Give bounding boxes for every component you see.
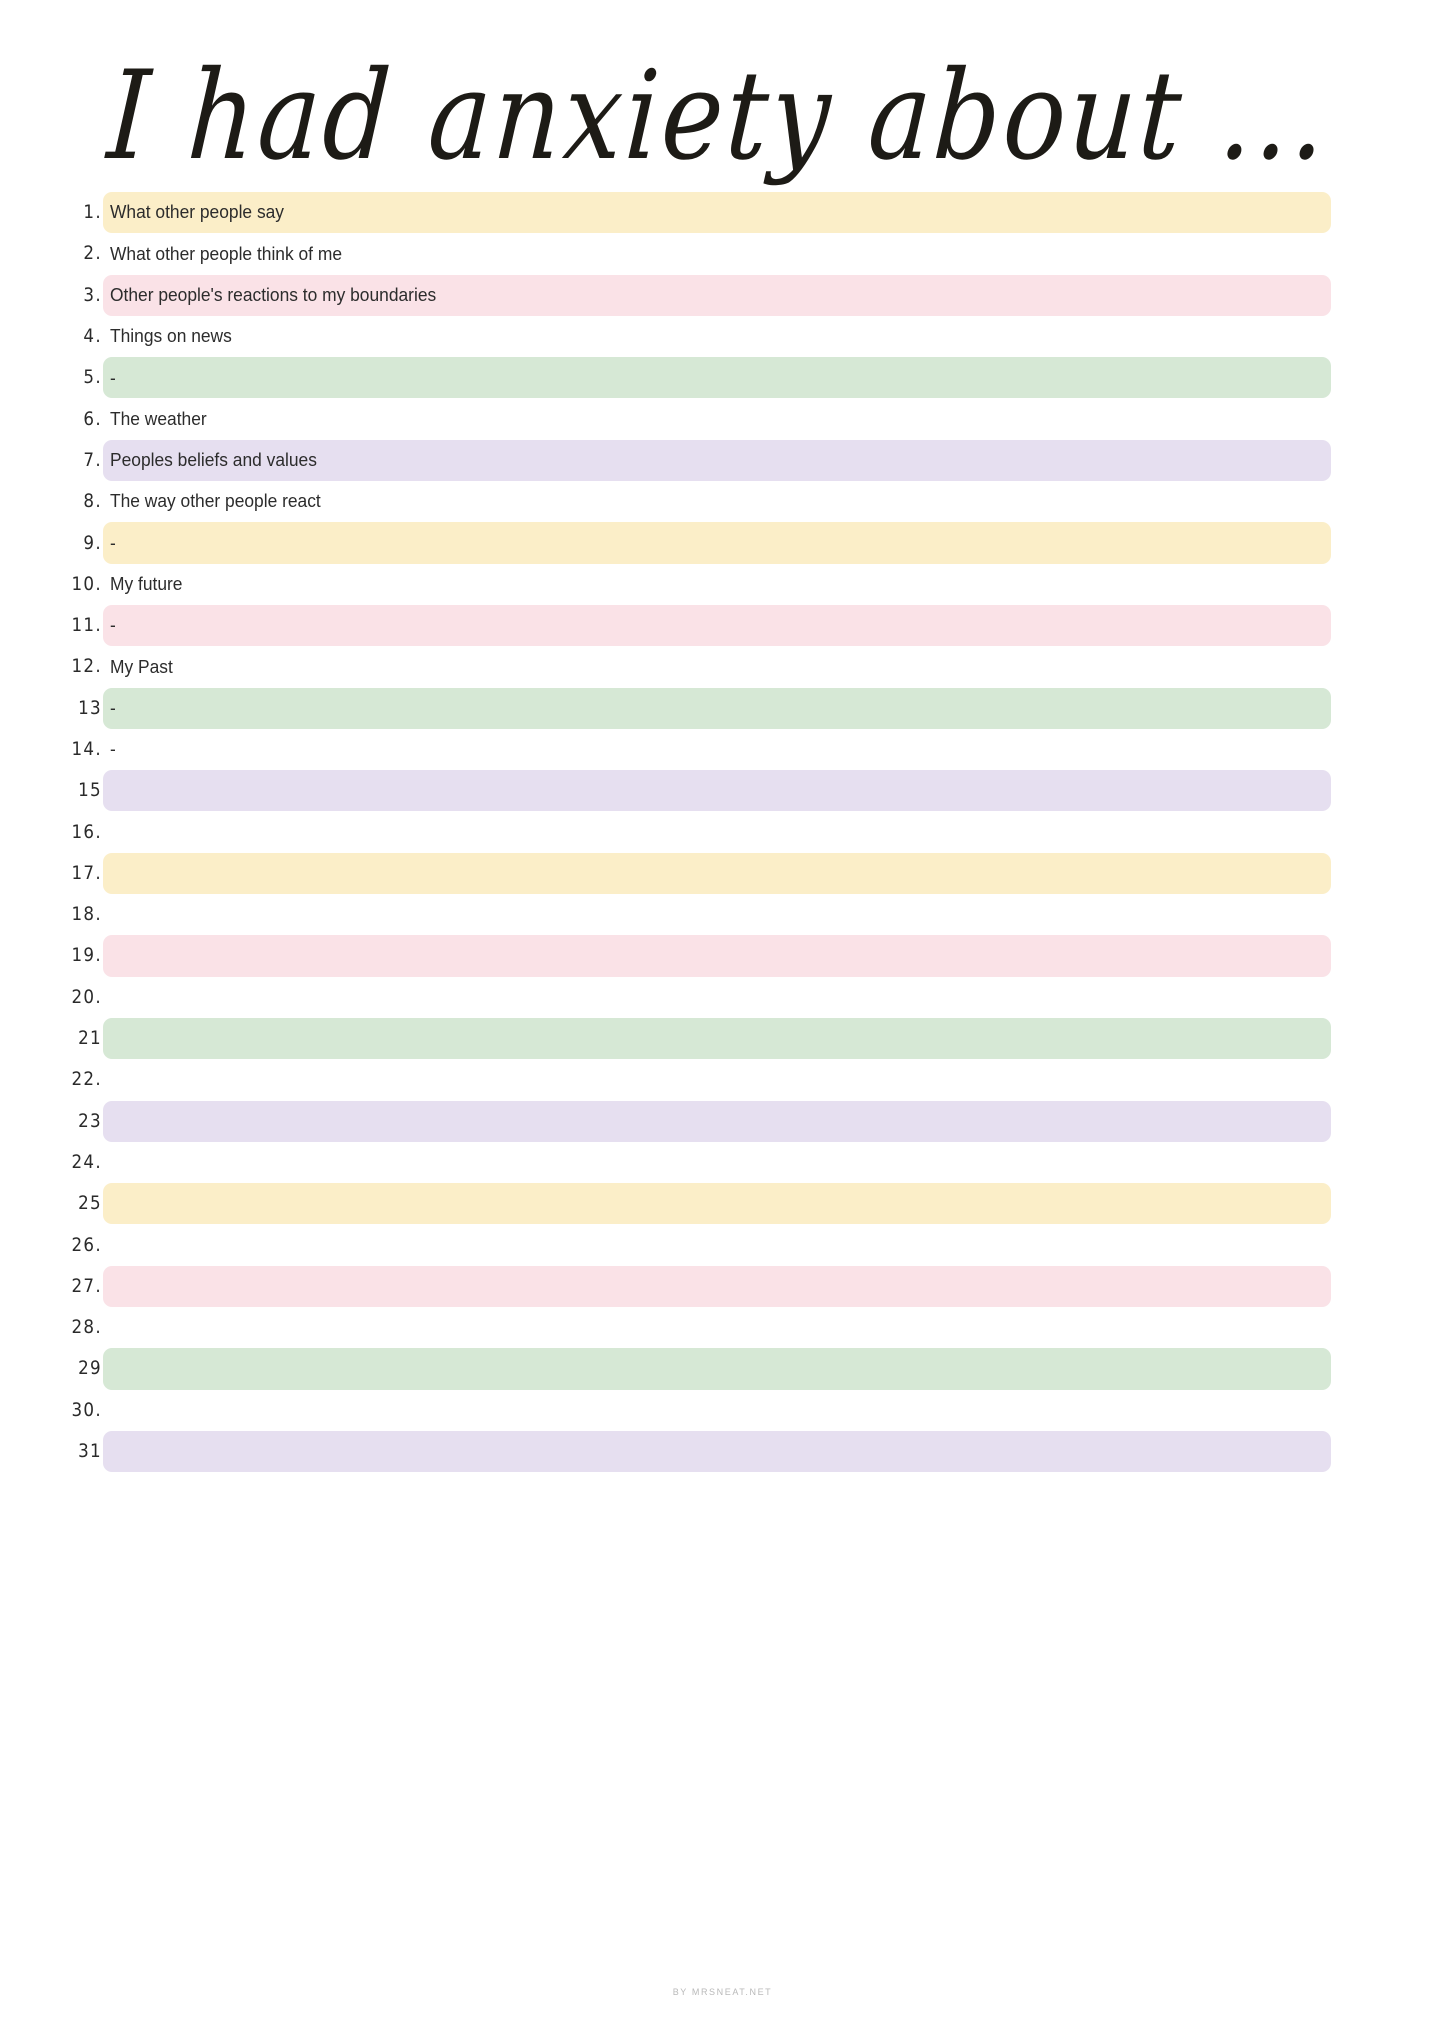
list-item-number: 31 bbox=[78, 1440, 102, 1463]
list-item-highlight-bar bbox=[103, 811, 1331, 852]
list-item-number: 7. bbox=[83, 448, 102, 471]
list-item-highlight-bar bbox=[103, 894, 1331, 935]
list-item-number: 27. bbox=[71, 1274, 102, 1297]
list-item[interactable] bbox=[0, 398, 1445, 439]
list-item-number: 11. bbox=[71, 614, 102, 637]
list-item-highlight-bar bbox=[103, 646, 1331, 687]
list-item[interactable] bbox=[0, 192, 1445, 233]
list-item-number: 12. bbox=[71, 655, 102, 678]
list-item-text[interactable]: What other people think of me bbox=[110, 242, 343, 264]
list-item-text[interactable]: My future bbox=[110, 573, 183, 595]
list-item[interactable] bbox=[0, 316, 1445, 357]
list-item-highlight-bar bbox=[103, 853, 1331, 894]
list-item-highlight-bar bbox=[103, 316, 1331, 357]
list-item-highlight-bar bbox=[103, 605, 1331, 646]
list-item-number: 8. bbox=[83, 490, 102, 513]
list-item-number: 29 bbox=[78, 1357, 102, 1380]
list-item-text[interactable]: Other people's reactions to my boundaries bbox=[110, 283, 437, 305]
list-item[interactable] bbox=[0, 1142, 1445, 1183]
list-item-number: 20. bbox=[71, 985, 102, 1008]
list-item-highlight-bar bbox=[103, 1307, 1331, 1348]
list-item-highlight-bar bbox=[103, 1266, 1331, 1307]
list-item[interactable] bbox=[0, 1266, 1445, 1307]
list-item[interactable] bbox=[0, 1224, 1445, 1265]
list-item[interactable] bbox=[0, 1307, 1445, 1348]
footer-credit: BY MRSNEAT.NET bbox=[672, 1987, 773, 1997]
list-item-number: 5. bbox=[83, 366, 102, 389]
list-item-highlight-bar bbox=[103, 1431, 1331, 1472]
list-item-number: 22. bbox=[71, 1068, 102, 1091]
list-item-text[interactable]: - bbox=[110, 738, 116, 760]
list-item-number: 24. bbox=[71, 1150, 102, 1173]
list-item[interactable] bbox=[0, 275, 1445, 316]
list-item-highlight-bar bbox=[103, 1348, 1331, 1389]
list-item-text[interactable]: Things on news bbox=[110, 325, 232, 347]
list-item-text[interactable]: My Past bbox=[110, 655, 173, 677]
list-item[interactable] bbox=[0, 564, 1445, 605]
list-item-text[interactable]: The weather bbox=[110, 407, 207, 429]
list-item[interactable] bbox=[0, 935, 1445, 976]
list-item-text[interactable]: What other people say bbox=[110, 201, 285, 223]
list-item-number: 25 bbox=[78, 1192, 102, 1215]
list-item[interactable] bbox=[0, 522, 1445, 563]
list-item-highlight-bar bbox=[103, 564, 1331, 605]
list-item-highlight-bar bbox=[103, 1142, 1331, 1183]
list-item-number: 1. bbox=[83, 201, 102, 224]
list-item-number: 26. bbox=[71, 1233, 102, 1256]
list-item-number: 18. bbox=[71, 903, 102, 926]
list-item-number: 4. bbox=[83, 325, 102, 348]
list-item[interactable] bbox=[0, 1059, 1445, 1100]
list-item[interactable] bbox=[0, 1018, 1445, 1059]
list-item[interactable] bbox=[0, 1348, 1445, 1389]
list-item-text[interactable]: Peoples beliefs and values bbox=[110, 449, 317, 471]
list-item[interactable] bbox=[0, 770, 1445, 811]
list-item[interactable] bbox=[0, 977, 1445, 1018]
list-item-highlight-bar bbox=[103, 729, 1331, 770]
list-item-number: 3. bbox=[83, 283, 102, 306]
list-item-highlight-bar bbox=[103, 688, 1331, 729]
list-item-number: 17. bbox=[71, 861, 102, 884]
list-item[interactable] bbox=[0, 646, 1445, 687]
list-item-number: 19. bbox=[71, 944, 102, 967]
list-item[interactable] bbox=[0, 481, 1445, 522]
list-item-text[interactable]: - bbox=[110, 366, 116, 388]
list-item[interactable] bbox=[0, 811, 1445, 852]
list-item-highlight-bar bbox=[103, 1101, 1331, 1142]
list-item-highlight-bar bbox=[103, 935, 1331, 976]
page-title-container bbox=[0, 43, 1445, 188]
list-item[interactable] bbox=[0, 357, 1445, 398]
list-item-text[interactable]: - bbox=[110, 696, 116, 718]
list-item[interactable] bbox=[0, 853, 1445, 894]
list-item-highlight-bar bbox=[103, 398, 1331, 439]
list-item-number: 6. bbox=[83, 407, 102, 430]
page-title: I had anxiety about ... bbox=[104, 43, 1333, 188]
list-item[interactable] bbox=[0, 688, 1445, 729]
list-item-number: 30. bbox=[71, 1398, 102, 1421]
list-item-number: 2. bbox=[83, 242, 102, 265]
list-item-highlight-bar bbox=[103, 1059, 1331, 1100]
list-item[interactable] bbox=[0, 1183, 1445, 1224]
list-item[interactable] bbox=[0, 1431, 1445, 1472]
list-item-highlight-bar bbox=[103, 1390, 1331, 1431]
list-item-text[interactable]: The way other people react bbox=[110, 490, 321, 512]
list-item[interactable] bbox=[0, 1101, 1445, 1142]
list-item-highlight-bar bbox=[103, 1183, 1331, 1224]
list-item-highlight-bar bbox=[103, 357, 1331, 398]
list-item-number: 13 bbox=[78, 696, 102, 719]
list-item-text[interactable]: - bbox=[110, 531, 116, 553]
list-item-number: 16. bbox=[71, 820, 102, 843]
list-item-number: 21 bbox=[78, 1027, 102, 1050]
list-item-highlight-bar bbox=[103, 1018, 1331, 1059]
list-item[interactable] bbox=[0, 440, 1445, 481]
list-item-number: 14. bbox=[71, 738, 102, 760]
list-item[interactable] bbox=[0, 894, 1445, 935]
list-item-text[interactable]: - bbox=[110, 614, 116, 636]
list-item[interactable] bbox=[0, 1390, 1445, 1431]
list-item-highlight-bar bbox=[103, 977, 1331, 1018]
list-item[interactable] bbox=[0, 233, 1445, 274]
list-item[interactable] bbox=[0, 729, 1445, 770]
list-item-highlight-bar bbox=[103, 192, 1331, 233]
list-item-number: 23 bbox=[78, 1109, 102, 1132]
list-item-number: 10. bbox=[71, 572, 102, 595]
list-item-highlight-bar bbox=[103, 522, 1331, 563]
list-item[interactable] bbox=[0, 605, 1445, 646]
list-item-number: 28. bbox=[71, 1316, 102, 1339]
list-item-number: 9. bbox=[83, 531, 102, 554]
list-item-highlight-bar bbox=[103, 1224, 1331, 1265]
anxiety-list bbox=[0, 192, 1445, 1472]
list-item-highlight-bar bbox=[103, 770, 1331, 811]
list-item-number: 15 bbox=[78, 779, 102, 802]
